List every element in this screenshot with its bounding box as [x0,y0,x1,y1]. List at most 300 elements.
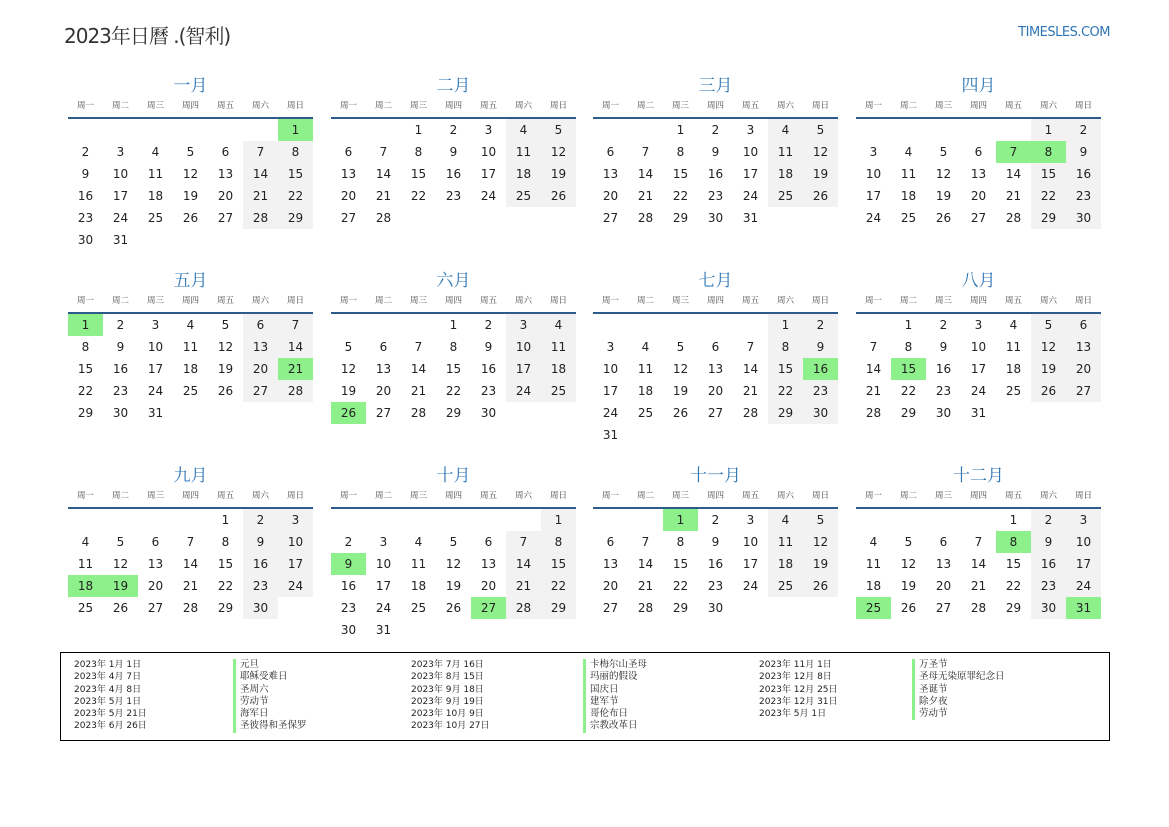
day-cell: 3 [151,318,160,332]
day-cell: 5 [116,535,125,549]
day-cell: 5 [676,340,685,354]
day-cell: 29 [900,406,917,420]
day-grid [593,509,838,619]
day-cell: 11 [637,362,654,376]
weekday-label: 周二 [374,101,392,111]
day-cell: 5 [449,535,458,549]
empty-cell [961,509,996,531]
month-name: 六月 [436,271,471,291]
day-cell: 4 [869,535,878,549]
day-cell: 22 [445,384,462,398]
day-cell: 10 [278,531,313,553]
day-cell: 2 [81,145,90,159]
weekday-label: 周日 [1074,296,1092,306]
day-cell: 20 [375,384,392,398]
day-cell: 20 [243,358,278,380]
day-cell: 27 [970,211,987,225]
day-cell: 14 [375,167,392,181]
empty-cell [401,619,436,641]
day-cell: 1 [414,123,423,137]
day-cell: 13 [340,167,357,181]
day-cell: 6 [1066,314,1101,336]
weekday-label: 周日 [549,296,567,306]
weekday-label: 周五 [479,296,497,306]
day-cell: 9 [939,340,948,354]
day-cell: 23 [480,384,497,398]
weekday-label: 周四 [969,491,987,501]
day-cell: 31 [970,406,987,420]
day-cell: 30 [480,406,497,420]
day-cell: 18 [68,575,103,597]
weekday-label: 周四 [181,491,199,501]
weekday-label: 周三 [934,491,952,501]
day-cell: 28 [410,406,427,420]
weekday-label: 周六 [776,491,794,501]
day-cell: 25 [147,211,164,225]
day-cell: 14 [1005,167,1022,181]
day-cell: 19 [803,163,838,185]
day-cell: 9 [1066,141,1101,163]
empty-cell [663,314,698,336]
day-cell: 2 [939,318,948,332]
day-cell: 14 [637,557,654,571]
day-cell: 12 [112,557,129,571]
day-cell: 19 [541,163,576,185]
day-cell: 21 [375,189,392,203]
day-cell: 2 [116,318,125,332]
month-block [331,463,576,641]
day-cell: 25 [637,406,654,420]
day-cell: 8 [768,336,803,358]
empty-cell [768,424,803,446]
empty-cell [331,509,366,531]
day-cell: 17 [112,189,129,203]
day-cell: 25 [768,185,803,207]
day-cell: 30 [803,402,838,424]
weekday-label: 周四 [706,491,724,501]
day-cell: 26 [900,601,917,615]
day-cell: 24 [602,406,619,420]
day-cell: 5 [186,145,195,159]
empty-cell [541,207,576,229]
day-cell: 4 [541,314,576,336]
weekday-label: 周六 [514,101,532,111]
day-cell: 14 [243,163,278,185]
weekday-label: 周一 [601,101,619,111]
day-cell: 9 [116,340,125,354]
weekday-label: 周六 [1039,101,1057,111]
weekday-label: 周四 [969,296,987,306]
day-cell: 26 [182,211,199,225]
day-cell: 4 [1009,318,1018,332]
day-cell: 7 [278,314,313,336]
empty-cell [961,119,996,141]
day-cell: 20 [602,579,619,593]
month-name: 三月 [698,76,733,96]
day-cell: 29 [541,597,576,619]
month-name: 九月 [173,466,208,486]
empty-cell [471,207,506,229]
weekday-label: 周六 [251,491,269,501]
weekday-label: 周二 [636,101,654,111]
empty-cell [471,619,506,641]
day-cell: 16 [803,358,838,380]
empty-cell [996,119,1031,141]
day-cell: 22 [410,189,427,203]
empty-cell [103,509,138,531]
day-cell: 6 [484,535,493,549]
weekday-label: 周一 [339,101,357,111]
holiday-date: 2023年 12月 31日 [759,696,838,707]
day-cell: 6 [151,535,160,549]
day-cell: 14 [410,362,427,376]
day-cell: 22 [541,575,576,597]
month-block [593,73,838,229]
day-cell: 4 [904,145,913,159]
day-cell: 14 [742,362,759,376]
holiday-name: 万圣节 [919,659,948,670]
empty-cell [366,314,401,336]
weekday-header [856,294,1101,308]
weekday-label: 周四 [444,491,462,501]
day-cell: 9 [81,167,90,181]
day-cell: 19 [900,579,917,593]
day-cell: 30 [707,601,724,615]
empty-cell [698,424,733,446]
day-cell: 25 [856,597,891,619]
weekday-label: 周二 [899,296,917,306]
empty-cell [401,509,436,531]
brand-link[interactable]: TIMESLES.COM [1018,25,1110,40]
legend-date-column [411,659,490,733]
day-cell: 5 [1031,314,1066,336]
day-cell: 13 [480,557,497,571]
holiday-date: 2023年 12月 25日 [759,684,838,695]
day-cell: 6 [379,340,388,354]
weekday-label: 周三 [671,101,689,111]
day-cell: 22 [672,189,689,203]
day-cell: 24 [480,189,497,203]
day-cell: 13 [602,167,619,181]
weekday-label: 周日 [286,491,304,501]
day-cell: 31 [147,406,164,420]
day-cell: 2 [1066,119,1101,141]
empty-cell [628,509,663,531]
day-cell: 12 [182,167,199,181]
day-cell: 31 [1066,597,1101,619]
empty-cell [996,402,1031,424]
empty-cell [471,509,506,531]
empty-cell [208,402,243,424]
day-cell: 16 [1031,553,1066,575]
weekday-header [593,489,838,503]
day-cell: 26 [1031,380,1066,402]
day-cell: 28 [1005,211,1022,225]
day-cell: 27 [602,211,619,225]
day-cell: 16 [935,362,952,376]
holiday-name: 劳动节 [919,708,948,720]
day-cell: 5 [344,340,353,354]
day-cell: 17 [742,167,759,181]
empty-cell [628,119,663,141]
weekday-label: 周二 [899,491,917,501]
weekday-label: 周二 [111,101,129,111]
day-cell: 9 [243,531,278,553]
day-cell: 17 [480,167,497,181]
day-cell: 13 [147,557,164,571]
day-cell: 2 [1031,509,1066,531]
day-grid [593,119,838,229]
day-cell: 24 [742,579,759,593]
day-cell: 17 [865,189,882,203]
day-cell: 4 [506,119,541,141]
holiday-date: 2023年 9月 18日 [411,684,484,695]
day-cell: 12 [445,557,462,571]
day-cell: 29 [217,601,234,615]
day-cell: 24 [1066,575,1101,597]
empty-cell [243,229,278,251]
empty-cell [278,597,313,619]
day-cell: 3 [606,340,615,354]
day-cell: 16 [243,553,278,575]
weekday-label: 周三 [146,491,164,501]
weekday-label: 周五 [1004,296,1022,306]
day-cell: 8 [221,535,230,549]
empty-cell [541,619,576,641]
month-block [856,73,1101,229]
weekday-label: 周四 [444,296,462,306]
day-cell: 9 [484,340,493,354]
empty-cell [926,119,961,141]
holiday-legend [60,652,1110,741]
empty-cell [208,119,243,141]
day-cell: 4 [81,535,90,549]
day-cell: 26 [217,384,234,398]
day-cell: 13 [217,167,234,181]
day-cell: 18 [768,163,803,185]
empty-cell [506,509,541,531]
day-cell: 28 [182,601,199,615]
empty-cell [366,119,401,141]
weekday-label: 周一 [76,296,94,306]
day-cell: 6 [243,314,278,336]
day-cell: 18 [865,579,882,593]
holiday-date: 2023年 5月 1日 [759,709,827,720]
empty-cell [891,119,926,141]
day-cell: 18 [637,384,654,398]
day-cell: 23 [77,211,94,225]
day-cell: 30 [243,597,278,619]
weekday-label: 周二 [111,296,129,306]
day-cell: 13 [243,336,278,358]
day-cell: 24 [375,601,392,615]
day-cell: 19 [103,575,138,597]
day-cell: 29 [445,406,462,420]
day-cell: 11 [768,141,803,163]
day-cell: 7 [243,141,278,163]
day-cell: 14 [637,167,654,181]
legend-date-column [759,659,838,720]
day-cell: 29 [1005,601,1022,615]
weekday-label: 周一 [864,491,882,501]
empty-cell [243,402,278,424]
day-cell: 10 [865,167,882,181]
day-cell: 15 [445,362,462,376]
day-cell: 20 [935,579,952,593]
day-cell: 4 [151,145,160,159]
day-cell: 1 [676,123,685,137]
day-cell: 2 [803,314,838,336]
day-cell: 9 [711,535,720,549]
day-cell: 20 [217,189,234,203]
day-cell: 16 [480,362,497,376]
weekday-label: 周三 [146,296,164,306]
empty-cell [768,597,803,619]
holiday-date: 2023年 12月 8日 [759,672,832,683]
weekday-label: 周日 [549,491,567,501]
empty-cell [803,424,838,446]
day-cell: 16 [707,167,724,181]
day-cell: 15 [541,553,576,575]
weekday-label: 周四 [706,101,724,111]
day-cell: 23 [935,384,952,398]
weekday-label: 周五 [216,491,234,501]
empty-cell [1031,402,1066,424]
day-cell: 10 [602,362,619,376]
day-cell: 10 [970,340,987,354]
day-cell: 13 [1066,336,1101,358]
day-cell: 11 [182,340,199,354]
day-cell: 1 [68,314,103,336]
day-grid [856,314,1101,424]
day-cell: 22 [217,579,234,593]
day-cell: 6 [344,145,353,159]
holiday-date: 2023年 1月 1日 [74,660,142,670]
weekday-header [331,489,576,503]
weekday-header [593,294,838,308]
day-cell: 9 [1031,531,1066,553]
weekday-header [856,99,1101,113]
empty-cell [173,509,208,531]
empty-cell [733,597,768,619]
day-cell: 12 [803,141,838,163]
day-cell: 6 [606,535,615,549]
holiday-name: 圣母无染原罪纪念日 [919,671,1005,683]
day-cell: 16 [707,557,724,571]
weekday-label: 周一 [601,491,619,501]
day-cell: 3 [379,535,388,549]
day-cell: 21 [243,185,278,207]
empty-cell [506,402,541,424]
day-cell: 6 [221,145,230,159]
day-cell: 19 [803,553,838,575]
day-cell: 1 [449,318,458,332]
weekday-label: 周六 [776,101,794,111]
day-cell: 15 [1005,557,1022,571]
day-cell: 15 [278,163,313,185]
day-cell: 14 [278,336,313,358]
day-cell: 27 [147,601,164,615]
day-cell: 30 [707,211,724,225]
empty-cell [506,619,541,641]
day-cell: 17 [147,362,164,376]
weekday-label: 周三 [671,491,689,501]
day-cell: 7 [641,145,650,159]
empty-cell [803,597,838,619]
weekday-label: 周五 [741,491,759,501]
month-block [593,268,838,446]
day-cell: 29 [672,211,689,225]
day-cell: 8 [996,531,1031,553]
day-cell: 3 [869,145,878,159]
holiday-date: 2023年 4月 8日 [74,684,142,695]
page-title: 2023年日曆 .(智利) [64,24,231,48]
day-cell: 22 [77,384,94,398]
weekday-label: 周五 [1004,491,1022,501]
empty-cell [768,207,803,229]
empty-cell [103,119,138,141]
day-cell: 30 [340,623,357,637]
day-cell: 23 [1031,575,1066,597]
day-cell: 31 [375,623,392,637]
day-cell: 11 [541,336,576,358]
day-cell: 24 [506,380,541,402]
day-cell: 15 [410,167,427,181]
month-name: 二月 [436,76,471,96]
day-cell: 28 [742,406,759,420]
day-cell: 6 [606,145,615,159]
day-grid [68,119,313,251]
weekday-label: 周一 [76,101,94,111]
empty-cell [138,119,173,141]
day-cell: 21 [278,358,313,380]
legend-name-column [233,659,307,733]
day-cell: 29 [672,601,689,615]
day-cell: 8 [278,141,313,163]
day-cell: 22 [900,384,917,398]
weekday-label: 周一 [339,296,357,306]
empty-cell [593,119,628,141]
empty-cell [593,314,628,336]
empty-cell [506,207,541,229]
day-cell: 12 [935,167,952,181]
day-cell: 23 [340,601,357,615]
day-cell: 19 [672,384,689,398]
day-cell: 11 [410,557,427,571]
day-cell: 6 [974,145,983,159]
day-cell: 20 [970,189,987,203]
day-cell: 26 [935,211,952,225]
day-cell: 12 [672,362,689,376]
day-cell: 20 [602,189,619,203]
day-cell: 5 [803,119,838,141]
weekday-header [68,489,313,503]
day-cell: 7 [974,535,983,549]
day-cell: 9 [331,553,366,575]
holiday-name: 国庆日 [590,683,619,695]
day-grid [331,314,576,424]
weekday-label: 周三 [934,296,952,306]
empty-cell [208,229,243,251]
day-grid [593,314,838,446]
day-cell: 8 [1031,141,1066,163]
holiday-name: 圣周六 [240,683,269,695]
day-cell: 10 [1066,531,1101,553]
weekday-label: 周二 [636,296,654,306]
day-cell: 11 [147,167,164,181]
day-cell: 3 [746,513,755,527]
day-cell: 14 [506,553,541,575]
